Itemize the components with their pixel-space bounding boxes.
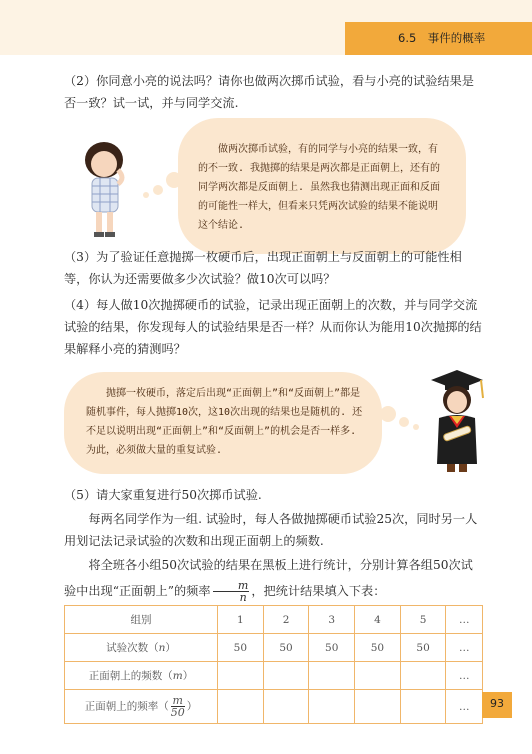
table-cell — [218, 662, 264, 690]
paragraph-grouping: 每两名同学作为一组. 试验时，每人各做抛掷硬币试验25次，同时另一人用划记法记录试验的次数和出现正面朝上的频数. — [64, 512, 478, 548]
table-cell — [309, 662, 355, 690]
table-cell: 4 — [355, 606, 401, 634]
girl-thinking-illustration — [74, 138, 132, 238]
table-cell — [218, 690, 264, 724]
table-cell: … — [446, 634, 483, 662]
paragraph-statistics: 将全班各小组50次试验的结果在黑板上进行统计，分别计算各组50次试验中出现“正面朝上”的频率 $\frac{m}{n}$ ，把统计结果填入下表： — [64, 558, 473, 604]
table-cell — [263, 662, 309, 690]
girl-bubble-tail — [138, 170, 182, 200]
table-row — [65, 634, 483, 662]
statistics-table — [64, 605, 483, 724]
paragraph-question-3: （3）为了验证任意抛掷一枚硬币后，出现正面朝上与反面朝上的可能性相等，你认为还需要做多少次试验？做10次可以吗？ — [64, 250, 462, 286]
table-row — [65, 662, 483, 690]
table-cell — [400, 690, 446, 724]
table-cell: 3 — [309, 606, 355, 634]
table-cell: 50 — [263, 634, 309, 662]
girl-bubble-text: 做两次掷币试验，有的同学与小亮的结果一致，有的不一致. 我抛掷的结果是两次都是正面朝上，还有的同学两次都是反面朝上. 虽然我也猜测出现正面和反面的可能性一样大，但看来只凭两次试验的结果不能说明这个结论. — [198, 144, 441, 231]
table-row-label: 正面朝上的频数（m） — [65, 662, 218, 690]
frequency-fraction: $\frac{m}{n}$ — [213, 580, 250, 603]
section-title: 6.5 事件的概率 — [398, 31, 486, 45]
table-cell: 组别 — [65, 606, 218, 634]
paragraph-question-4: （4）每人做10次抛掷硬币的试验，记录出现正面朝上的次数，并与同学交流试验的结果，你发现每人的试验结果是否一样？从而你认为能用10次抛掷的结果解释小亮的猜测吗？ — [64, 298, 482, 356]
table-cell: 50 — [400, 634, 446, 662]
table-cell: 5 — [400, 606, 446, 634]
table-cell — [400, 662, 446, 690]
page-number: 93 — [490, 697, 504, 710]
table-cell: … — [446, 690, 483, 724]
table-cell: … — [446, 662, 483, 690]
table-cell: 2 — [263, 606, 309, 634]
table-cell — [309, 690, 355, 724]
table-cell — [355, 662, 401, 690]
table-row-label: 试验次数（n） — [65, 634, 218, 662]
graduate-bubble-text: 抛掷一枚硬币，落定后出现“正面朝上”和“反面朝上”都是随机事件，每人抛掷10次，这10次出现的结果也是随机的. 还不足以说明出现“正面朝上”和“反面朝上”的机会是否一样多. 为此，必须做大量的重复试验. — [86, 388, 363, 456]
graduate-bubble-tail — [380, 402, 424, 432]
table-cell — [263, 690, 309, 724]
table-row — [65, 690, 483, 724]
table-cell — [355, 690, 401, 724]
table-cell: 50 — [218, 634, 264, 662]
table-row-label: 正面朝上的频率（ $\frac{m}{50}$ ） — [65, 690, 218, 724]
table-cell: … — [446, 606, 483, 634]
table-row — [65, 606, 483, 634]
table-cell: 50 — [355, 634, 401, 662]
table-cell: 1 — [218, 606, 264, 634]
graduate-girl-illustration — [425, 368, 489, 474]
paragraph-question-2: （2）你同意小亮的说法吗？请你也做两次掷币试验，看与小亮的试验结果是否一致？试一试，并与同学交流. — [64, 74, 474, 110]
table-cell: 50 — [309, 634, 355, 662]
paragraph-question-5: （5）请大家重复进行50次掷币试验. — [64, 488, 262, 502]
